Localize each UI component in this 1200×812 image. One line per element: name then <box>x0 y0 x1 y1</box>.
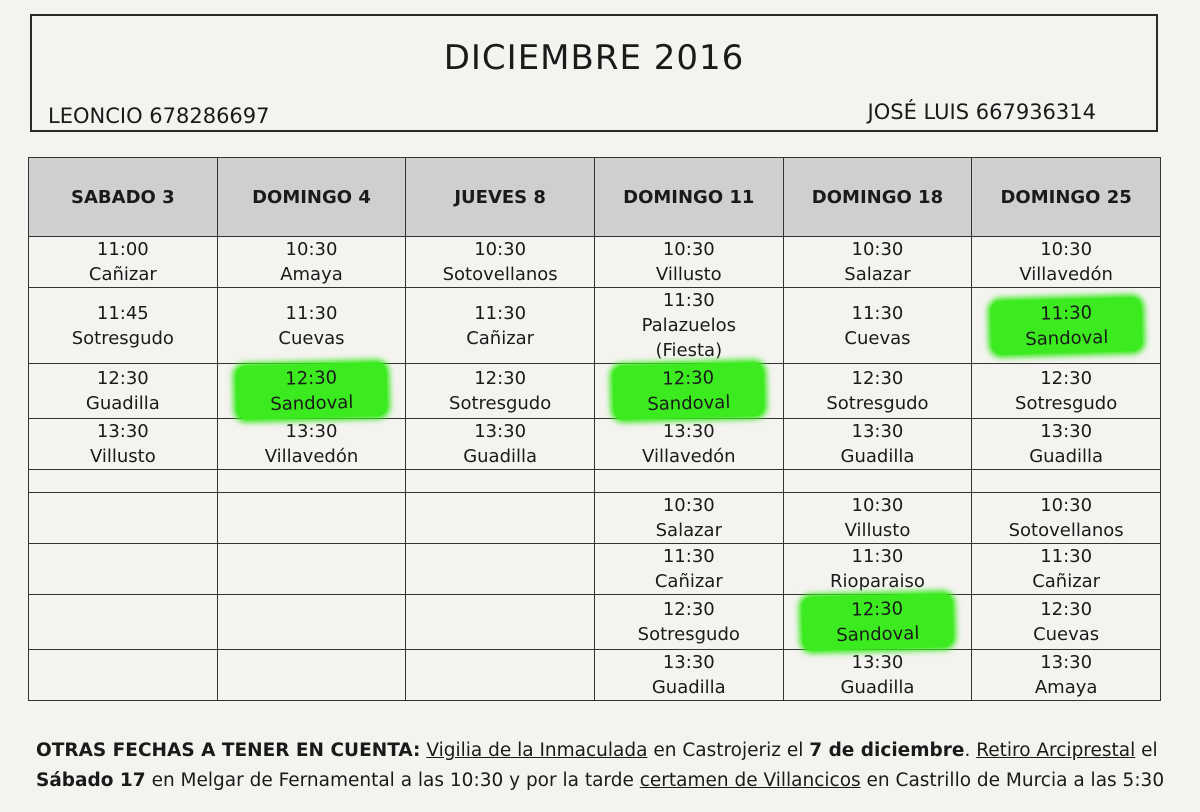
mass-place: Rioparaiso <box>830 571 925 592</box>
schedule-cell <box>29 595 218 650</box>
schedule-cell <box>594 595 783 650</box>
mass-place: Sotovellanos <box>1008 520 1124 541</box>
schedule-cell <box>972 237 1161 288</box>
schedule-cell <box>783 237 972 288</box>
mass-place: Sotresgudo <box>449 393 552 414</box>
mass-time: 12:30 <box>1040 599 1093 620</box>
mass-time: 10:30 <box>474 239 527 260</box>
mass-time: 11:30 <box>662 546 715 567</box>
mass-place: Cuevas <box>844 327 911 349</box>
schedule-cell <box>972 650 1161 701</box>
mass-time: 13:30 <box>662 652 715 673</box>
table-row <box>29 237 1161 288</box>
footer-text: en Castrojeriz el <box>647 740 810 761</box>
mass-time: 11:30 <box>285 302 338 324</box>
schedule-cell <box>217 419 406 470</box>
mass-place: Villusto <box>89 446 156 467</box>
schedule-cell <box>406 493 595 544</box>
schedule-cell <box>783 493 972 544</box>
mass-place: Palazuelos <box>641 315 737 336</box>
contact-jose-luis: JOSÉ LUIS 667936314 <box>867 100 1096 124</box>
schedule-cell <box>783 364 972 419</box>
table-row <box>29 544 1161 595</box>
retiro-text: Retiro Arciprestal <box>976 740 1136 761</box>
mass-place: Villavedón <box>642 446 736 467</box>
mass-time: 10:30 <box>1040 495 1093 516</box>
schedule-cell <box>29 419 218 470</box>
mass-time: 10:30 <box>851 239 904 260</box>
mass-time: 13:30 <box>474 421 527 442</box>
schedule-cell <box>406 237 595 288</box>
mass-place: Cañizar <box>654 571 723 592</box>
mass-time: 10:30 <box>662 495 715 516</box>
schedule-table <box>28 157 1161 701</box>
schedule-cell <box>972 544 1161 595</box>
schedule-cell <box>217 364 406 419</box>
schedule-cell <box>406 544 595 595</box>
schedule-cell <box>783 288 972 364</box>
schedule-cell <box>406 364 595 419</box>
mass-place: Sotovellanos <box>442 264 558 285</box>
schedule-cell <box>972 364 1161 419</box>
mass-place: Amaya <box>280 264 343 285</box>
schedule-cell <box>594 237 783 288</box>
schedule-cell <box>406 288 595 364</box>
mass-time: 11:30 <box>851 546 904 567</box>
schedule-cell <box>783 470 972 493</box>
date-text: Sábado 17 <box>36 770 146 791</box>
schedule-cell <box>972 419 1161 470</box>
mass-time: 11:30 <box>474 302 527 324</box>
mass-note: (Fiesta) <box>655 340 723 361</box>
schedule-cell <box>217 595 406 650</box>
mass-place: Cuevas <box>1033 624 1100 645</box>
schedule-cell <box>783 544 972 595</box>
mass-place: Amaya <box>1034 677 1098 698</box>
schedule-cell <box>29 364 218 419</box>
mass-place: Guadilla <box>651 677 726 698</box>
mass-place: Guadilla <box>840 446 915 467</box>
schedule-cell <box>594 288 783 364</box>
mass-place: Sandoval <box>647 391 731 416</box>
mass-place: Sotresgudo <box>637 624 740 645</box>
mass-place: Villusto <box>844 520 911 541</box>
schedule-cell <box>406 595 595 650</box>
schedule-cell <box>594 470 783 493</box>
schedule-cell <box>594 493 783 544</box>
mass-place: Sandoval <box>1024 326 1109 350</box>
schedule-cell <box>972 595 1161 650</box>
schedule-cell <box>29 650 218 701</box>
mass-time: 11:30 <box>1039 301 1093 325</box>
mass-place: Salazar <box>655 520 722 541</box>
mass-time: 10:30 <box>662 239 715 260</box>
mass-place: Guadilla <box>85 393 160 414</box>
table-row <box>29 288 1161 364</box>
schedule-cell <box>406 650 595 701</box>
column-header: SABADO 3 <box>29 158 218 237</box>
footer-text: . <box>964 740 977 761</box>
mass-place: Villusto <box>655 264 722 285</box>
mass-time: 12:30 <box>662 599 715 620</box>
mass-place: Guadilla <box>840 677 915 698</box>
schedule-cell <box>594 364 783 419</box>
schedule-cell <box>29 470 218 493</box>
highlight-marker <box>990 297 1142 355</box>
mass-time: 13:30 <box>96 421 149 442</box>
mass-time: 12:30 <box>1040 368 1093 389</box>
highlight-marker <box>613 362 765 420</box>
mass-place: Sotresgudo <box>1015 393 1118 414</box>
schedule-cell <box>29 544 218 595</box>
mass-time: 11:00 <box>96 239 149 260</box>
mass-place: Villavedón <box>1019 264 1113 285</box>
mass-place: Sandoval <box>836 622 920 647</box>
schedule-cell <box>29 288 218 364</box>
mass-time: 13:30 <box>1040 421 1093 442</box>
schedule-cell <box>406 470 595 493</box>
footer-text: en Castrillo de Murcia a las 5:30 <box>860 770 1165 791</box>
schedule-cell <box>972 493 1161 544</box>
mass-time: 13:30 <box>662 421 715 442</box>
column-header: DOMINGO 11 <box>594 158 783 237</box>
schedule-cell <box>217 237 406 288</box>
table-row <box>29 419 1161 470</box>
schedule-body <box>29 237 1161 701</box>
mass-time: 12:30 <box>474 368 527 389</box>
mass-time: 13:30 <box>851 421 904 442</box>
schedule-cell <box>594 544 783 595</box>
schedule-cell <box>29 237 218 288</box>
mass-time: 10:30 <box>1040 239 1093 260</box>
column-header: DOMINGO 18 <box>783 158 972 237</box>
table-row <box>29 364 1161 419</box>
column-header: DOMINGO 25 <box>972 158 1161 237</box>
header-row <box>29 158 1161 237</box>
mass-time: 13:30 <box>1040 652 1093 673</box>
schedule-cell <box>217 544 406 595</box>
column-header: DOMINGO 4 <box>217 158 406 237</box>
schedule-cell <box>217 493 406 544</box>
date-text: 7 de diciembre <box>809 740 965 761</box>
schedule-cell <box>972 288 1161 364</box>
mass-place: Cañizar <box>1032 571 1101 592</box>
schedule-cell <box>783 595 972 650</box>
footer-text: en Melgar de Fernamental a las 10:30 y por la tarde <box>145 770 640 791</box>
highlight-marker <box>801 593 953 651</box>
mass-time: 12:30 <box>96 368 149 389</box>
schedule-cell <box>783 419 972 470</box>
certamen-text: certamen de Villancicos <box>639 770 861 791</box>
schedule-cell <box>972 470 1161 493</box>
mass-time: 11:30 <box>851 302 904 324</box>
highlight-marker <box>235 362 387 420</box>
mass-place: Cuevas <box>278 327 345 349</box>
mass-time: 11:30 <box>1040 546 1093 567</box>
mass-time: 10:30 <box>851 495 904 516</box>
schedule-cell <box>594 419 783 470</box>
mass-place: Sotresgudo <box>71 327 174 349</box>
mass-time: 12:30 <box>850 598 904 621</box>
mass-time: 13:30 <box>851 652 904 673</box>
mass-time: 12:30 <box>662 367 715 390</box>
mass-time: 11:45 <box>96 302 149 324</box>
mass-place: Sandoval <box>270 391 354 416</box>
mass-time: 13:30 <box>285 421 338 442</box>
mass-place: Cañizar <box>466 327 535 349</box>
mass-place: Salazar <box>844 264 911 285</box>
mass-place: Guadilla <box>463 446 538 467</box>
schedule-cell <box>594 650 783 701</box>
schedule-cell <box>217 650 406 701</box>
footer-text: el <box>1135 740 1158 761</box>
mass-time: 12:30 <box>284 367 338 390</box>
mass-place: Guadilla <box>1029 446 1104 467</box>
schedule-cell <box>406 419 595 470</box>
column-header: JUEVES 8 <box>406 158 595 237</box>
schedule-cell <box>783 650 972 701</box>
schedule-cell <box>29 493 218 544</box>
mass-time: 10:30 <box>285 239 338 260</box>
mass-time: 12:30 <box>851 368 904 389</box>
schedule-cell <box>217 470 406 493</box>
vigilia-link-text: Vigilia de la Inmaculada <box>426 740 648 761</box>
table-row <box>29 493 1161 544</box>
header-box <box>30 14 1158 132</box>
table-row <box>29 470 1161 493</box>
mass-place: Villavedón <box>264 446 359 467</box>
footer-notes <box>36 736 1176 796</box>
page-title: DICIEMBRE 2016 <box>443 38 745 78</box>
footer-heading: OTRAS FECHAS A TENER EN CUENTA: <box>36 740 421 761</box>
contact-leoncio: LEONCIO 678286697 <box>48 104 270 128</box>
table-row <box>29 650 1161 701</box>
mass-time: 11:30 <box>662 290 715 311</box>
schedule-cell <box>217 288 406 364</box>
mass-place: Sotresgudo <box>826 393 929 414</box>
mass-place: Cañizar <box>88 264 157 285</box>
table-row <box>29 595 1161 650</box>
